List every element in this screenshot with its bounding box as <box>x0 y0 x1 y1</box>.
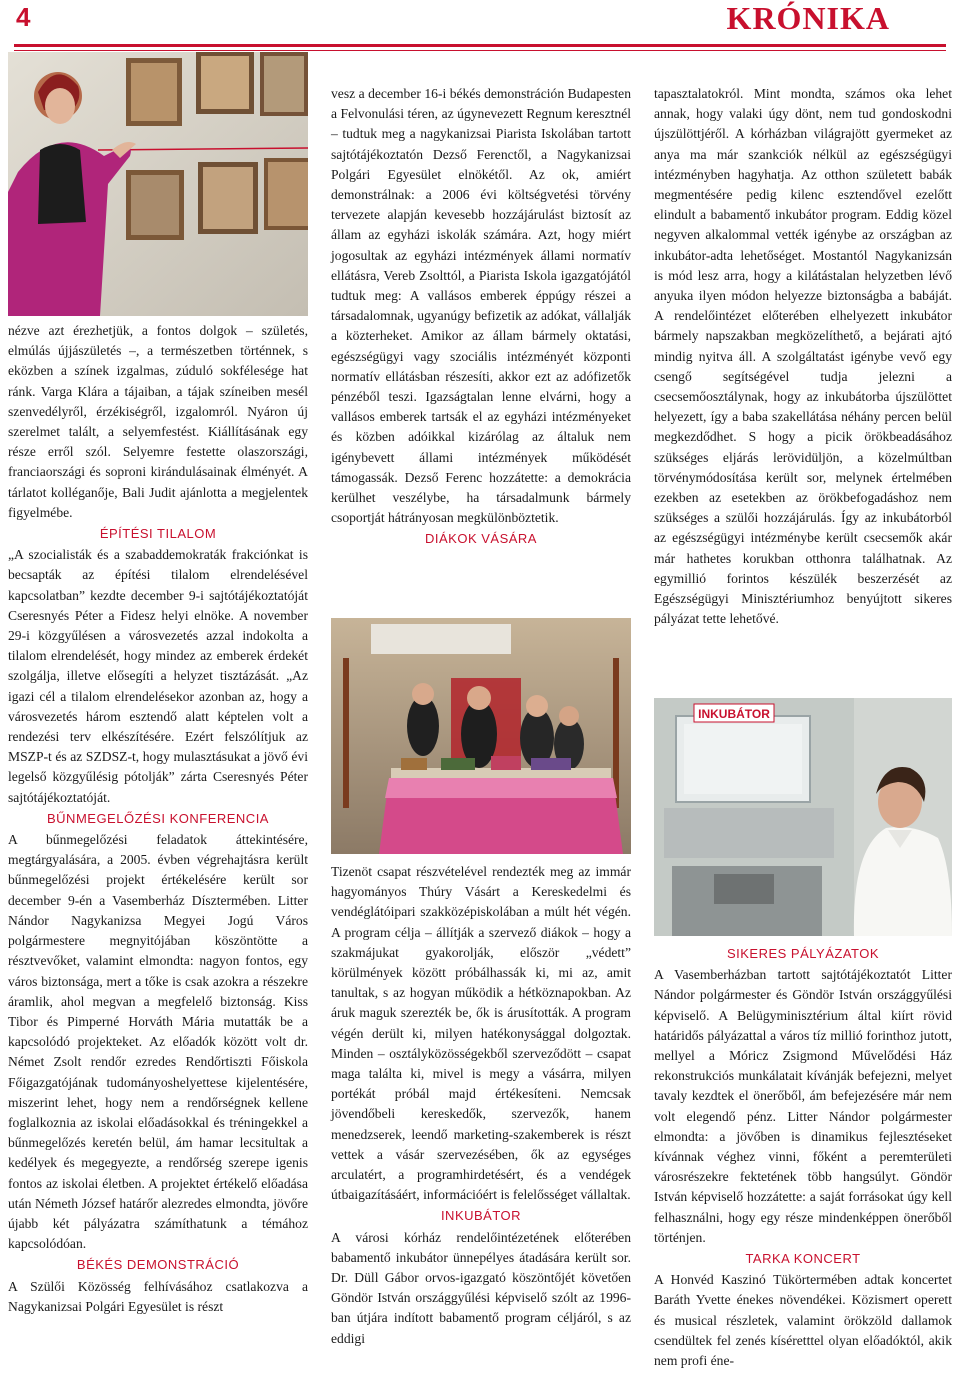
header-rule-thin <box>14 50 946 51</box>
incubator-photo <box>654 698 952 936</box>
incubator-photo-art <box>654 698 952 936</box>
konferencia-text: A bűnmegelőzési feladatok áttekintésére, megtárgyalására, a 2005. évben végrehajtásra került bűnmegelőzési projekt értékelésére került sor december 9-én a Vasemberház Dísztermében. Litter Nándor Nagykanizsa Megyei Jogú Város polgármestere megnyitójában köszöntötte a résztvevőket, valamint elmondta: nagyon fontos, egy város biztonsága, mert a tőke is csak azokra a részekre áramlik, ahol megvan a megfelelő biztonság. Kiss Tibor és Pimperné Horváth Mária mutatták be a kapcsolódó projekteket. Az előadók között volt dr. Német Zsolt rendőr ezredes Rendőrtiszti Főiskola Főigazgatójának tudományoshelyettese kijelentésére, miszerint lehet, hogy nem a rendőrségnek kellene foglalkoznia az iskolai előadásokkal és tréningekkel a bűnmegelőzés keretén belül, ám hamar lecsitultak a kedélyek és megegyezte, a rendőrség szerepe igenis fontos az iskolai életben. A projektet értékelő előadása után Németh József határőr alezredes elmondta, jövőre újabb két pályázatra számíthatunk a témához kapcsolódóan. <box>8 832 308 1252</box>
column-2 <box>331 84 631 551</box>
demonstracio-text-cont: vesz a december 16-i békés demonstráción Budapesten a Felvonulási téren, az úgynevezett Regnum keresztnél – tudtuk meg a nagykanizsai Piarista Iskolában tartott sajtótájékoztatón Dezső Ferenctől, a Nagykanizsai Polgári Egyesület elnökétől. Az ok, amiért demonstrálnak: a 2006 évi költségvetési törvény tervezete alapján kevesebb hozzájárulást biztosít az állam az egyházi iskolák számára. Azt, hogy miért jogosultak az egyházi intézmények állami normatív ellátásra, Vereb Zsolttól, a Piarista Iskola igazgatójától tudtuk meg: A vallásos emberek éppúgy részei a társadalomnak, ugyanúgy befizetik az adókat, vállalják a közterheket. Amikor az állam bármely oktatási, egészségügyi vagy szociális intézményét központi normatív ellátásban részesíti, akkor ezt az adófizetők pénzéből teszi. Igazságtalan lenne elvárni, hogy a vallásos emberek tartsák el az egyházi intézményeket és közben adóikkal kizárólag az általuk nem igénybevett állami intézmények működését támogassák. Dezső Ferenc hozzátette: a demokrácia kerülhet veszélybe, ha társadalmunk bármely csoportját hátrányosan megkülönböztetik. <box>331 86 631 526</box>
heading-diakok-vasara: DIÁKOK VÁSÁRA <box>425 531 537 547</box>
heading-sikeres-palyazatok: SIKERES PÁLYÁZATOK <box>726 946 880 961</box>
heading-inkubator: INKUBÁTOR <box>440 1208 522 1224</box>
diakok-vasara-text: Tizenöt csapat részvételével rendezték meg az immár hagyományos Thúry Vásárt a Kereskedelmi és vendéglátóipari szakközépiskolában a múlt hét végén. A program célja – állítják a szervező diákok – hogy a szakmájukat gyakorolják, először „védett” körülmények között próbálhassák ki, mi az, amit tanultak, s az hogyan működik a hétköznapokban. Az áruk maguk szerezték be, ők is árusították. A program végén derült ki, milyen hatékonysággal dolgoztak. Minden – osztályközösségekből szerveződött – csapat maga találta ki, mivel is megy a vásárra, milyen portékát próbál majd értékesíteni. Nemcsak jövendőbeli kereskedők, szervezők, hanem menedzserek, leendő marketing-szakemberek is részt vettek a vásár szervezésében, ők az egységes arculatért, a programhirdetésért, és a vendégek útbaigazításáért, információért is felelősséget vállaltak. <box>331 864 631 1203</box>
incubator-label: INKUBÁTOR <box>698 707 770 721</box>
exhibition-photo <box>8 52 308 316</box>
palyazatok-text: A Vasemberházban tartott sajtótájékoztatót Litter Nándor polgármester és Göndör István országgyűlési képviselő. A Belügyminisztérium által kiírt rövid határidős pályázattal a város tíz millió forinthoz jutott, mellyel a Móricz Zsigmond Művelődési Ház rekonstrukciós munkálatait kívánják befejezni, melyet tavaly kezdtek el önerőből, ám befejezésére már nem volt elegendő pénz. Litter Nándor polgármester elmondta: a jövőben is dinamikus fejlesztéseket kívánnak véghez vinni, főként a peremterületi városrészekre fektetének több hangsúlyt. Göndör István képviselő hozzátette: a saját forrásokat úgy kell felhasználni, hogy egy része mindenképpen önerőből történjen. <box>654 967 952 1245</box>
header-rule <box>14 44 946 47</box>
page-number: 4 <box>16 2 31 32</box>
column-2-lower <box>331 862 631 1349</box>
heading-epitesi-tilalom: ÉPÍTÉSI TILALOM <box>99 526 217 542</box>
inkubator-text-start: A városi kórház rendelőintézetének előterében babamentő inkubátor ünnepélyes átadására került sor. Dr. Düll Gábor orvos-igazgató köszöntőjét követően Göndör István országgyűlési képviselő szólt az 1996-ban útjára indított babamentő program céljáról, s az eddigi <box>331 1229 631 1346</box>
exhibition-photo-art <box>8 52 308 316</box>
exhibition-article-text: nézve azt érezhetjük, a fontos dolgok – születés, elmúlás újjászületés –, a természetben történnek, s eközben a színek izgalmas, zúduló sokfélesége hat ránk. Varga Klára a tájaiban, a tájak színeiben mesél szenvedélyről, érzékiségről, izgalomról. Nyáron új szerelmet talált, a selyemfestést. Kiállításának egy része erről szól. Selyemre festette olaszországi, franciaországi és soproni kirándulásainak élményét. A tárlatot kolléganője, Bali Judit ajánlotta a megjelentek figyelmébe. <box>8 323 308 520</box>
column-3 <box>654 84 952 629</box>
heading-bekes-demonstracio: BÉKÉS DEMONSTRÁCIÓ <box>76 1257 240 1273</box>
heading-bunmegelozesi-konferencia: BŰNMEGELŐZÉSI KONFERENCIA <box>47 810 269 826</box>
heading-tarka-koncert: TARKA KONCERT <box>745 1251 861 1267</box>
student-fair-photo <box>331 618 631 854</box>
koncert-text: A Honvéd Kaszinó Tükörtermében adtak koncertet Baráth Yvette énekes növendékei. Közismert operett és musical részletek, valamint örökzöld dallamok csendültek fel zenés kíséretttel olyan előadóktól, akik nem profi éne- <box>654 1272 952 1369</box>
inkubator-text-cont: tapasztalatokról. Mint mondta, számos oka lehet annak, hogy valaki úgy dönt, nem tud gondoskodni újszülöttjéről. A kórházban világrajött gyermeket az anya ma már szankciók nélkül az egészségügyi intézményben hagyhatja. Az otthon született babák megmentésére pedig kilenc esztendővel ezelőtt elindult a babamentő inkubátor program. Eddig közel negyven alkalommal vették igénybe az országban az inkubátor-adta lehetőséget. Mostantól Nagykanizsán is mód lesz arra, hogy a kilátástalan helyzetben lévő anyuka ilyen módon helyezze biztonságba a babáját. A rendelőintézet előterében elhelyezett inkubátor bármely napszakban megközelíthető, a bejárati ajtó mindig nyitva áll. A szolgáltatást igénybe vevő egy csengő segítségével tudja jelezni a csecsemőosztálynak, hogy az inkubátorba újszülöttet helyezett, így a baba szakellátása néhány percen belül megkezdődhet. S hogy a picik örökbeadásához szükséges eljárás lerövidüljön, a közelmúltban törvénymódosítása került sor, melynek értelmében ezekben az esetekben az örökbefogadáshoz nem szükséges a szülői hozzájárulás. Így az inkubátorból az egészségügyi intézménybe került csecsemők akár már hathetes korukban otthonra találhatnak. Az egymillió forintos készülék beszerzését az Egészségügyi Minisztériumhoz benyújtott sikeres pályázat tette lehetővé. <box>654 86 952 627</box>
epitesi-tilalom-text: „A szocialisták és a szabaddemokraták frakciónkat is becsapták az építési tilalom elrendelésével kapcsolatban” kezdte december 9-i sajtótájékoztatóját Cseresnyés Péter a Fidesz helyi elnöke. A november 29-i közgyűlésen a városvezetés azzal indokolta a tilalom elrendelését, hogy mindez az emberek érdekét szolgálja, illetve elősegíti a helyzet tisztázását. „Az igazi cél a tilalom elrendelésekor azonban az, hogy a városvezetés három esztendő alatt képtelen volt a rendezési terv elkészítésére. Ezért felszólítjuk az MSZP-t és az SZDSZ-t, hogy mulasztásukat a jövő évi legelső közgyűlésig pótolják” zárta Cseresnyés Péter sajtótájékoztatóját. <box>8 547 308 805</box>
column-1 <box>8 321 308 1317</box>
section-title: KRÓNIKA <box>726 0 890 36</box>
student-fair-photo-art <box>331 618 631 854</box>
column-3-lower <box>654 943 952 1371</box>
demonstracio-text-start: A Szülői Közösség felhívásához csatlakozva a Nagykanizsai Polgári Egyesület is részt <box>8 1278 308 1314</box>
